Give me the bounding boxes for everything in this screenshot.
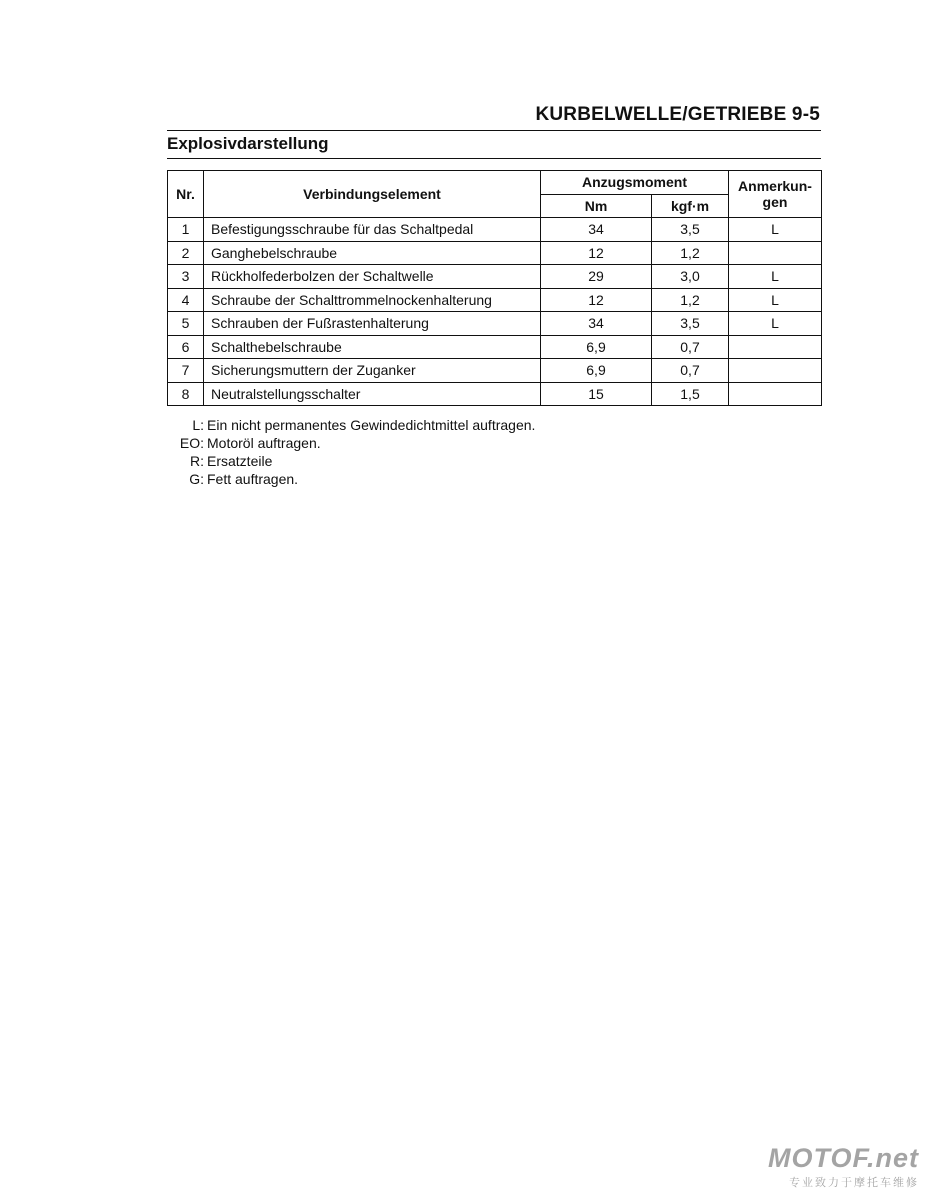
header-element: Verbindungselement [204,171,541,218]
row-nm: 34 [541,218,652,242]
row-nr: 6 [168,335,204,359]
row-remark: L [729,312,822,336]
table-row [168,382,822,406]
section-title: Explosivdarstellung [167,134,329,153]
torque-table [167,170,822,406]
table-row [168,359,822,383]
row-element: Sicherungsmuttern der Zuganker [204,359,541,383]
row-nr: 7 [168,359,204,383]
row-kgfm: 3,5 [652,312,729,336]
row-remark [729,382,822,406]
page-header-title: KURBELWELLE/GETRIEBE 9-5 [535,104,820,125]
row-nm: 29 [541,265,652,289]
row-remark: L [729,218,822,242]
row-element: Schraube der Schalttrommelnockenhalterung [204,288,541,312]
row-nr: 3 [168,265,204,289]
section-rule [167,158,821,159]
table-row [168,241,822,265]
notes-legend [171,416,535,488]
note-key: EO: [179,435,204,451]
row-kgfm: 0,7 [652,359,729,383]
row-nr: 5 [168,312,204,336]
row-kgfm: 1,5 [652,382,729,406]
row-kgfm: 1,2 [652,241,729,265]
watermark-subtitle: 专业致力于摩托车维修 [789,1177,919,1189]
watermark [768,1143,919,1190]
watermark-brand: MOTOF.net [767,1143,919,1173]
note-item [171,434,535,452]
row-nm: 6,9 [541,335,652,359]
row-nm: 34 [541,312,652,336]
row-nr: 1 [168,218,204,242]
row-nm: 12 [541,241,652,265]
row-nm: 15 [541,382,652,406]
row-element: Ganghebelschraube [204,241,541,265]
table-row [168,288,822,312]
note-text: Ein nicht permanentes Gewindedichtmittel auftragen. [207,417,536,433]
row-nr: 4 [168,288,204,312]
row-kgfm: 0,7 [652,335,729,359]
row-nm: 12 [541,288,652,312]
header-nr: Nr. [168,171,204,218]
note-key: G: [189,471,204,487]
row-remark [729,335,822,359]
row-remark [729,241,822,265]
row-kgfm: 1,2 [652,288,729,312]
row-kgfm: 3,0 [652,265,729,289]
header-remarks-line1: Anmerkun- [738,178,812,194]
row-kgfm: 3,5 [652,218,729,242]
row-element: Schalthebelschraube [204,335,541,359]
table-row [168,335,822,359]
table-row [168,265,822,289]
note-item [171,470,535,488]
row-remark [729,359,822,383]
row-nm: 6,9 [541,359,652,383]
note-key: L: [192,417,204,433]
header-remarks [729,171,822,218]
header-rule [167,130,821,131]
header-kgfm: kgf·m [652,194,729,218]
note-text: Fett auftragen. [207,471,299,487]
table-row [168,312,822,336]
torque-table-body [168,218,822,406]
header-remarks-line2: gen [762,194,788,210]
header-nm: Nm [541,194,652,218]
note-text: Motoröl auftragen. [207,435,321,451]
row-element: Schrauben der Fußrastenhalterung [204,312,541,336]
header-torque: Anzugsmoment [541,171,729,195]
note-text: Ersatzteile [207,453,273,469]
row-element: Rückholfederbolzen der Schaltwelle [204,265,541,289]
row-nr: 8 [168,382,204,406]
note-item [171,416,535,434]
row-nr: 2 [168,241,204,265]
row-element: Neutralstellungsschalter [204,382,541,406]
row-remark: L [729,265,822,289]
note-key: R: [190,453,204,469]
row-remark: L [729,288,822,312]
row-element: Befestigungsschraube für das Schaltpedal [204,218,541,242]
table-row [168,218,822,242]
note-item [171,452,535,470]
